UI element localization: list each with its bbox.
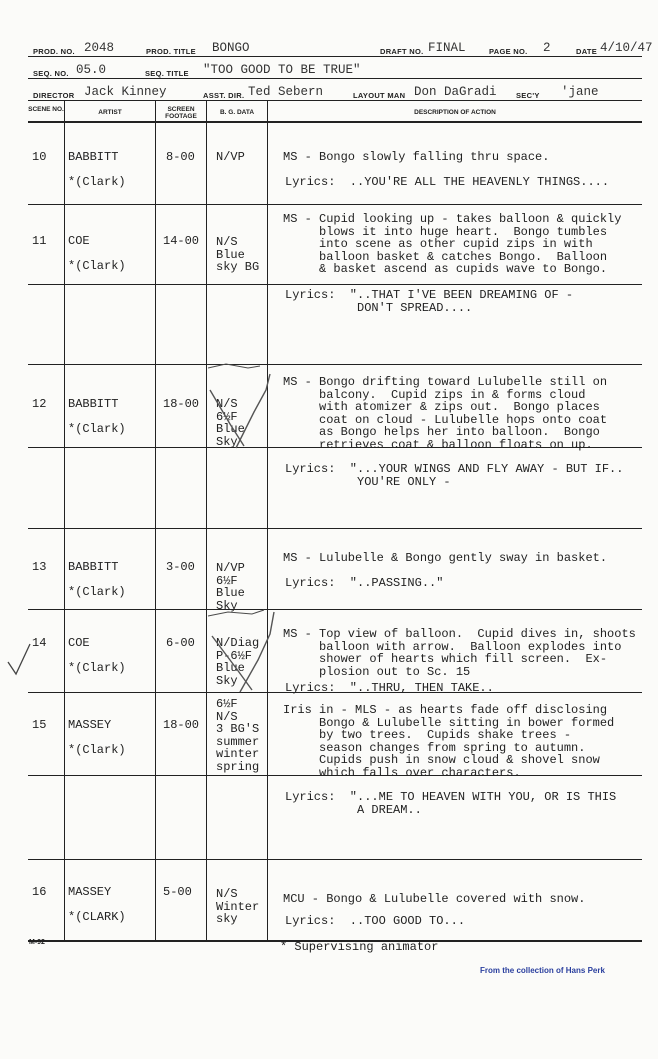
bg-data: 6½F N/S 3 BG'S summer winter spring	[216, 697, 260, 774]
draft-no-value: FINAL	[428, 41, 466, 55]
layout-man-value: Don DaGradi	[414, 85, 497, 99]
col-head-artist: ARTIST	[98, 109, 122, 116]
footage: 18-00	[163, 397, 200, 411]
prod-no-value: 2048	[84, 41, 115, 55]
footage: 3-00	[166, 560, 195, 574]
col-head-scene: SCENE NO.	[28, 106, 64, 113]
pencil-check-mark-scene-14	[200, 604, 286, 696]
col-rule-2	[155, 101, 156, 940]
footage: 14-00	[163, 234, 200, 248]
seq-no-label: SEQ. NO.	[33, 69, 69, 78]
lyrics: Lyrics: "...ME TO HEAVEN WITH YOU, OR IS THIS A DREAM..	[285, 790, 617, 817]
date-label: DATE	[576, 47, 598, 56]
col-rule-1	[64, 101, 65, 940]
header-rule-1	[28, 56, 642, 57]
supervisor: *(CLARK)	[68, 910, 126, 924]
lyrics: Lyrics: "..PASSING.."	[285, 576, 444, 590]
header-rule-2	[28, 78, 642, 79]
action-description: MS - Top view of balloon. Cupid dives in, shoots balloon with arrow. Balloon explodes into shower of hearts which fill screen. Ex- plosion out to Sc. 15	[283, 627, 636, 679]
bg-data: N/S 6½F Blue Sky	[216, 397, 245, 449]
lyrics: Lyrics: ..TOO GOOD TO...	[285, 914, 466, 928]
action-description: MS - Bongo drifting toward Lulubelle still on balcony. Cupid zips in & forms cloud with atomizer & zips out. Bongo places coat on cloud - Lulubelle hops onto coat as Bongo helps her into balloon. Bongo retrieves coat & balloon floats on up.	[283, 375, 608, 452]
form-number: M-92	[29, 939, 45, 946]
seq-title-label: SEQ. TITLE	[145, 69, 189, 78]
page-no-value: 2	[543, 41, 551, 55]
scene-no: 12	[32, 397, 47, 411]
lyrics: Lyrics: "...YOUR WINGS AND FLY AWAY - BUT IF.. YOU'RE ONLY -	[285, 462, 624, 489]
secy-label: SEC'Y	[516, 91, 540, 100]
layout-man-label: LAYOUT MAN	[353, 91, 406, 100]
scene-no: 14	[32, 636, 47, 650]
scene-no: 10	[32, 150, 47, 164]
bg-data: N/S Blue sky BG	[216, 235, 260, 275]
date-value: 4/10/47	[600, 41, 653, 55]
director-value: Jack Kinney	[84, 85, 167, 99]
action-description: MS - Bongo slowly falling thru space.	[283, 150, 550, 164]
asst-dir-value: Ted Sebern	[248, 85, 324, 99]
col-head-bg: B. G. DATA	[219, 109, 255, 116]
scene-no: 15	[32, 718, 47, 732]
supervisor: *(Clark)	[68, 743, 126, 757]
action-description: MS - Lulubelle & Bongo gently sway in basket.	[283, 551, 608, 565]
scene-no: 13	[32, 560, 47, 574]
row-rule	[28, 859, 642, 860]
supervisor: *(Clark)	[68, 259, 126, 273]
lyrics: Lyrics: "..THRU, THEN TAKE..	[285, 681, 494, 695]
artist: COE	[68, 636, 90, 650]
artist: MASSEY	[68, 885, 112, 899]
artist: BABBITT	[68, 150, 119, 164]
collection-credit: From the collection of Hans Perk	[480, 966, 605, 975]
page-no-label: PAGE NO.	[489, 47, 528, 56]
secy-value: 'jane	[561, 85, 599, 99]
scene-no: 11	[32, 234, 47, 248]
col-rule-4	[267, 101, 268, 940]
row-rule	[28, 528, 642, 529]
prod-title-value: BONGO	[212, 41, 250, 55]
supervisor: *(Clark)	[68, 422, 126, 436]
bg-data: N/VP	[216, 150, 245, 164]
footage: 6-00	[166, 636, 195, 650]
col-head-footage: SCREEN FOOTAGE	[165, 106, 197, 120]
footage: 8-00	[166, 150, 195, 164]
footage: 18-00	[163, 718, 200, 732]
prod-no-label: PROD. NO.	[33, 47, 75, 56]
seq-no-value: 05.0	[76, 63, 107, 77]
pencil-check-mark-scene-12	[200, 360, 280, 452]
artist: BABBITT	[68, 560, 119, 574]
action-description: MS - Cupid looking up - takes balloon & quickly blows it into huge heart. Bongo tumbles into scene as other cupid zips in with balloon basket & catches Bongo. Balloon & basket ascend as cupids wave to Bongo.	[283, 212, 622, 277]
bg-data: N/VP 6½F Blue Sky	[216, 561, 245, 613]
bg-data: N/Diag P-6½F Blue Sky	[216, 636, 260, 688]
supervisor: *(Clark)	[68, 585, 126, 599]
action-description: Iris in - MLS - as hearts fade off disclosing Bongo & Lulubelle sitting in bower formed by two trees. Cupids shake trees - season changes from spring to autumn. Cupids push in snow cloud & shovel snow which falls over characters.	[283, 703, 615, 780]
column-head-rule	[28, 121, 642, 123]
seq-title-value: "TOO GOOD TO BE TRUE"	[203, 63, 361, 77]
col-rule-3	[206, 101, 207, 940]
row-rule	[28, 284, 642, 285]
supervisor: *(Clark)	[68, 661, 126, 675]
prod-title-label: PROD. TITLE	[146, 47, 196, 56]
pencil-tick-mark	[4, 640, 34, 680]
asst-dir-label: ASST. DIR.	[203, 91, 245, 100]
header-rule-3	[28, 100, 642, 101]
footage: 5-00	[163, 885, 192, 899]
col-head-desc: DESCRIPTION OF ACTION	[414, 109, 496, 116]
row-rule	[28, 609, 642, 610]
director-label: DIRECTOR	[33, 91, 75, 100]
supervising-animator-note: * Supervising animator	[280, 940, 439, 954]
artist: COE	[68, 234, 90, 248]
scene-no: 16	[32, 885, 47, 899]
lyrics: Lyrics: "..THAT I'VE BEEN DREAMING OF - DON'T SPREAD....	[285, 288, 574, 315]
action-description: MCU - Bongo & Lulubelle covered with snow.	[283, 892, 586, 906]
bg-data: N/S Winter sky	[216, 887, 260, 927]
row-rule	[28, 364, 642, 365]
lyrics: Lyrics: ..YOU'RE ALL THE HEAVENLY THINGS....	[285, 175, 610, 189]
supervisor: *(Clark)	[68, 175, 126, 189]
row-rule	[28, 204, 642, 205]
artist: BABBITT	[68, 397, 119, 411]
artist: MASSEY	[68, 718, 112, 732]
draft-no-label: DRAFT NO.	[380, 47, 424, 56]
